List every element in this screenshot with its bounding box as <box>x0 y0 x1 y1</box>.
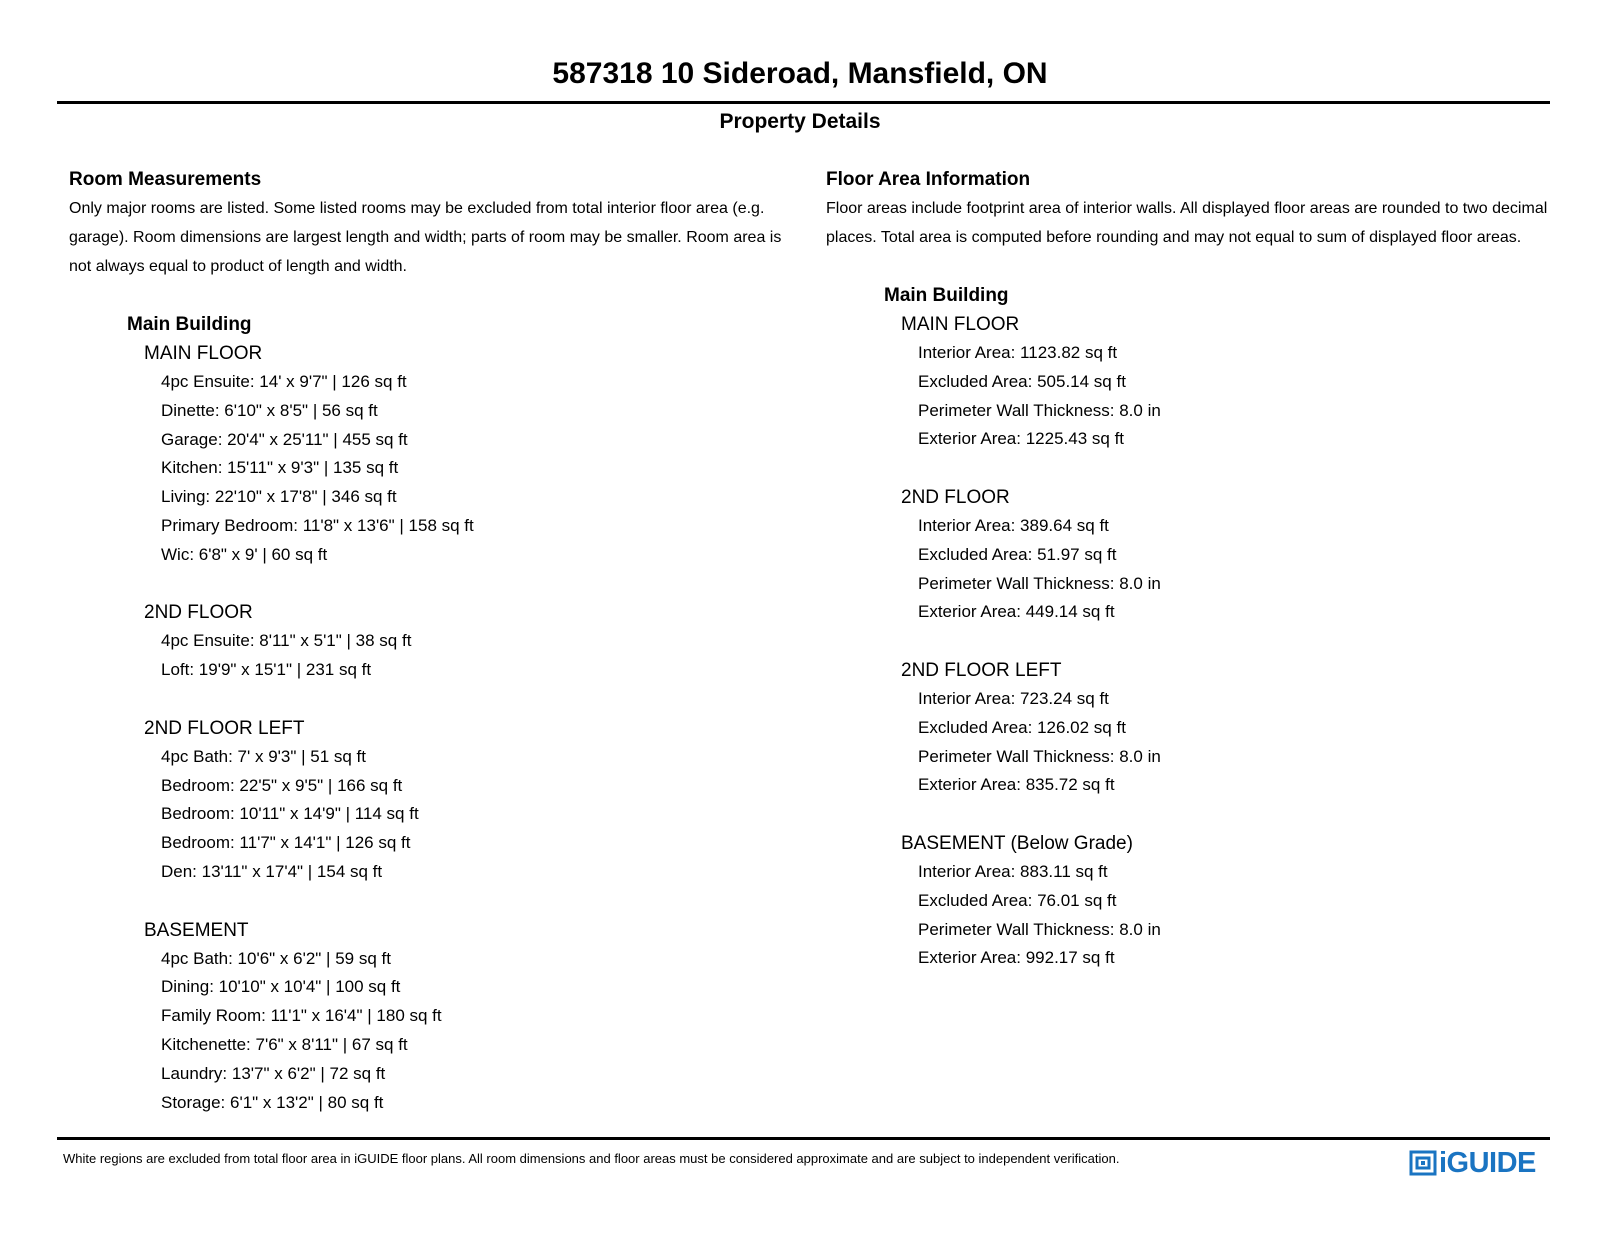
room-line: Dinette: 6'10" x 8'5" | 56 sq ft <box>161 400 378 420</box>
room-line: Garage: 20'4" x 25'11" | 455 sq ft <box>161 429 408 449</box>
room-line: 4pc Ensuite: 8'11" x 5'1" | 38 sq ft <box>161 631 412 651</box>
page-subtitle: Property Details <box>719 110 881 133</box>
area-line: Perimeter Wall Thickness: 8.0 in <box>918 573 1161 593</box>
room-line: Bedroom: 10'11" x 14'9" | 114 sq ft <box>161 804 419 824</box>
footer-note: White regions are excluded from total floor area in iGUIDE floor plans. All room dimensions and floor areas must be considered approximate and are subject to independent verification. <box>63 1151 1120 1166</box>
area-line: Exterior Area: 1225.43 sq ft <box>918 429 1125 449</box>
room-floor <box>127 598 799 685</box>
room-line: Kitchen: 15'11" x 9'3" | 135 sq ft <box>161 458 399 478</box>
area-line: Interior Area: 883.11 sq ft <box>918 861 1108 881</box>
area-floor <box>884 483 1556 627</box>
area-line: Interior Area: 389.64 sq ft <box>918 515 1109 535</box>
area-floor-name: BASEMENT (Below Grade) <box>901 832 1133 854</box>
room-line: Den: 13'11" x 17'4" | 154 sq ft <box>161 861 383 881</box>
room-line: Dining: 10'10" x 10'4" | 100 sq ft <box>161 977 401 997</box>
area-line: Interior Area: 1123.82 sq ft <box>918 343 1118 362</box>
area-line: Excluded Area: 51.97 sq ft <box>918 544 1117 564</box>
area-floor <box>884 656 1556 800</box>
area-floor <box>884 310 1556 454</box>
area-line: Exterior Area: 449.14 sq ft <box>918 602 1115 622</box>
area-building-block <box>826 282 1556 973</box>
room-floor-name: 2ND FLOOR <box>144 602 253 624</box>
room-building-block <box>69 311 799 1117</box>
room-line: Wic: 6'8" x 9' | 60 sq ft <box>161 544 328 564</box>
floor-area-heading: Floor Area Information <box>826 169 1031 190</box>
area-line: Excluded Area: 76.01 sq ft <box>918 890 1117 910</box>
room-floor <box>127 339 799 570</box>
iguide-logo-icon <box>1409 1149 1439 1177</box>
room-line: 4pc Bath: 7' x 9'3" | 51 sq ft <box>161 746 367 766</box>
room-line: 4pc Bath: 10'6" x 6'2" | 59 sq ft <box>161 948 391 968</box>
area-floor <box>884 829 1556 973</box>
room-floor-name: MAIN FLOOR <box>144 343 263 364</box>
room-line: Loft: 19'9" x 15'1" | 231 sq ft <box>161 660 372 680</box>
room-line: Living: 22'10" x 17'8" | 346 sq ft <box>161 487 397 507</box>
room-floor <box>127 714 799 887</box>
room-line: Storage: 6'1" x 13'2" | 80 sq ft <box>161 1092 384 1112</box>
area-line: Perimeter Wall Thickness: 8.0 in <box>918 400 1161 420</box>
area-building-name: Main Building <box>884 285 1009 306</box>
area-line: Exterior Area: 835.72 sq ft <box>918 775 1115 795</box>
floor-area-section <box>826 166 1556 1002</box>
room-line: 4pc Ensuite: 14' x 9'7" | 126 sq ft <box>161 372 407 391</box>
area-floor-name: MAIN FLOOR <box>901 314 1020 335</box>
floor-area-intro: Floor areas include footprint area of interior walls. All displayed floor areas are rounded to two decimal places. Total area is computed before rounding and may not equal to sum of displayed floor areas. <box>826 200 1548 246</box>
room-line: Kitchenette: 7'6" x 8'11" | 67 sq ft <box>161 1034 408 1054</box>
area-line: Perimeter Wall Thickness: 8.0 in <box>918 746 1161 766</box>
room-measurements-heading: Room Measurements <box>69 169 262 190</box>
area-floor-name: 2ND FLOOR LEFT <box>901 659 1062 681</box>
room-line: Bedroom: 22'5" x 9'5" | 166 sq ft <box>161 775 403 795</box>
page-title: 587318 10 Sideroad, Mansfield, ON <box>552 57 1048 90</box>
footer-divider <box>57 1137 1550 1140</box>
room-measurements-intro: Only major rooms are listed. Some listed rooms may be excluded from total interior floor area (e.g. garage). Room dimensions are largest length and width; parts of room may be smaller. Room area is not always equal to product of length and width. <box>69 200 782 275</box>
room-line: Primary Bedroom: 11'8" x 13'6" | 158 sq ft <box>161 515 474 535</box>
room-floor-name: 2ND FLOOR LEFT <box>144 717 305 739</box>
area-line: Perimeter Wall Thickness: 8.0 in <box>918 919 1161 939</box>
iguide-logo <box>1409 1148 1536 1178</box>
area-line: Excluded Area: 126.02 sq ft <box>918 717 1126 737</box>
area-line: Interior Area: 723.24 sq ft <box>918 688 1109 708</box>
room-line: Family Room: 11'1" x 16'4" | 180 sq ft <box>161 1006 442 1026</box>
header-divider <box>57 101 1550 104</box>
area-line: Excluded Area: 505.14 sq ft <box>918 371 1126 391</box>
area-line: Exterior Area: 992.17 sq ft <box>918 948 1115 968</box>
room-floor <box>127 916 799 1118</box>
room-line: Laundry: 13'7" x 6'2" | 72 sq ft <box>161 1063 386 1083</box>
room-measurements-section <box>69 166 799 1146</box>
room-line: Bedroom: 11'7" x 14'1" | 126 sq ft <box>161 833 411 853</box>
iguide-logo-text: iGUIDE <box>1439 1147 1536 1179</box>
room-building-name: Main Building <box>127 314 252 335</box>
area-floor-name: 2ND FLOOR <box>901 486 1010 508</box>
room-floor-name: BASEMENT <box>144 919 249 941</box>
